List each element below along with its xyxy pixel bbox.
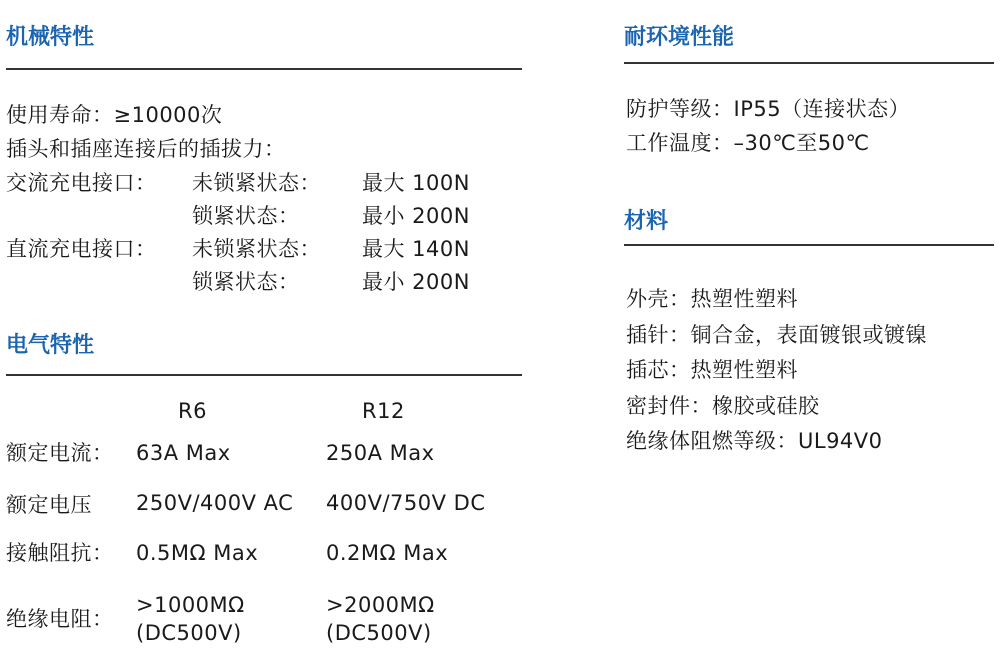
column-header-r6: R6 [178,399,207,423]
insulation-resistance-r6: >1000MΩ [136,593,245,617]
materials-divider [624,244,994,246]
insertion-force-title: 插头和插座连接后的插拔力： [6,137,286,161]
mechanical-divider [6,68,522,70]
ac-locked-value: 最小 200N [362,204,470,228]
contact-resistance-r12: 0.2MΩ Max [326,541,449,565]
dc-unlocked-value: 最大 140N [362,237,470,261]
ac-interface-label: 交流充电接口： [6,171,157,195]
contact-resistance-label: 接触阻抗： [6,541,114,565]
dc-locked-label: 锁紧状态： [192,270,300,294]
rated-voltage-r6: 250V/400V AC [136,491,294,515]
rated-voltage-r12: 400V/750V DC [326,491,486,515]
material-seal-text: 密封件：橡胶或硅胶 [626,394,820,418]
rated-current-r6: 63A Max [136,441,231,465]
environment-section-title: 耐环境性能 [624,25,735,50]
electrical-divider [6,374,522,376]
dc-unlocked-label: 未锁紧状态： [192,237,321,261]
material-housing-text: 外壳：热塑性塑料 [626,287,798,311]
rated-current-r12: 250A Max [326,441,435,465]
insulation-resistance-r6-condition: (DC500V) [136,621,242,645]
ac-unlocked-value: 最大 100N [362,171,470,195]
operating-temperature-text: 工作温度：–30℃至50℃ [626,131,870,155]
materials-section-title: 材料 [624,209,669,234]
insulation-resistance-label: 绝缘电阻： [6,607,114,631]
environment-divider [624,62,994,64]
protection-rating-text: 防护等级：IP55（连接状态） [626,97,911,121]
ac-locked-label: 锁紧状态： [192,204,300,228]
rated-current-label: 额定电流： [6,441,114,465]
insulation-resistance-r12: >2000MΩ [326,593,435,617]
contact-resistance-r6: 0.5MΩ Max [136,541,259,565]
mechanical-section-title: 机械特性 [6,25,95,50]
flame-rating-text: 绝缘体阻燃等级：UL94V0 [626,429,883,453]
rated-voltage-label: 额定电压 [6,493,92,517]
material-pin-text: 插针：铜合金，表面镀银或镀镍 [626,323,927,347]
dc-locked-value: 最小 200N [362,270,470,294]
column-header-r12: R12 [362,399,405,423]
insulation-resistance-r12-condition: (DC500V) [326,621,432,645]
ac-unlocked-label: 未锁紧状态： [192,171,321,195]
electrical-section-title: 电气特性 [6,333,95,358]
material-core-text: 插芯：热塑性塑料 [626,358,798,382]
service-life-text: 使用寿命：≥10000次 [6,103,223,127]
dc-interface-label: 直流充电接口： [6,237,157,261]
